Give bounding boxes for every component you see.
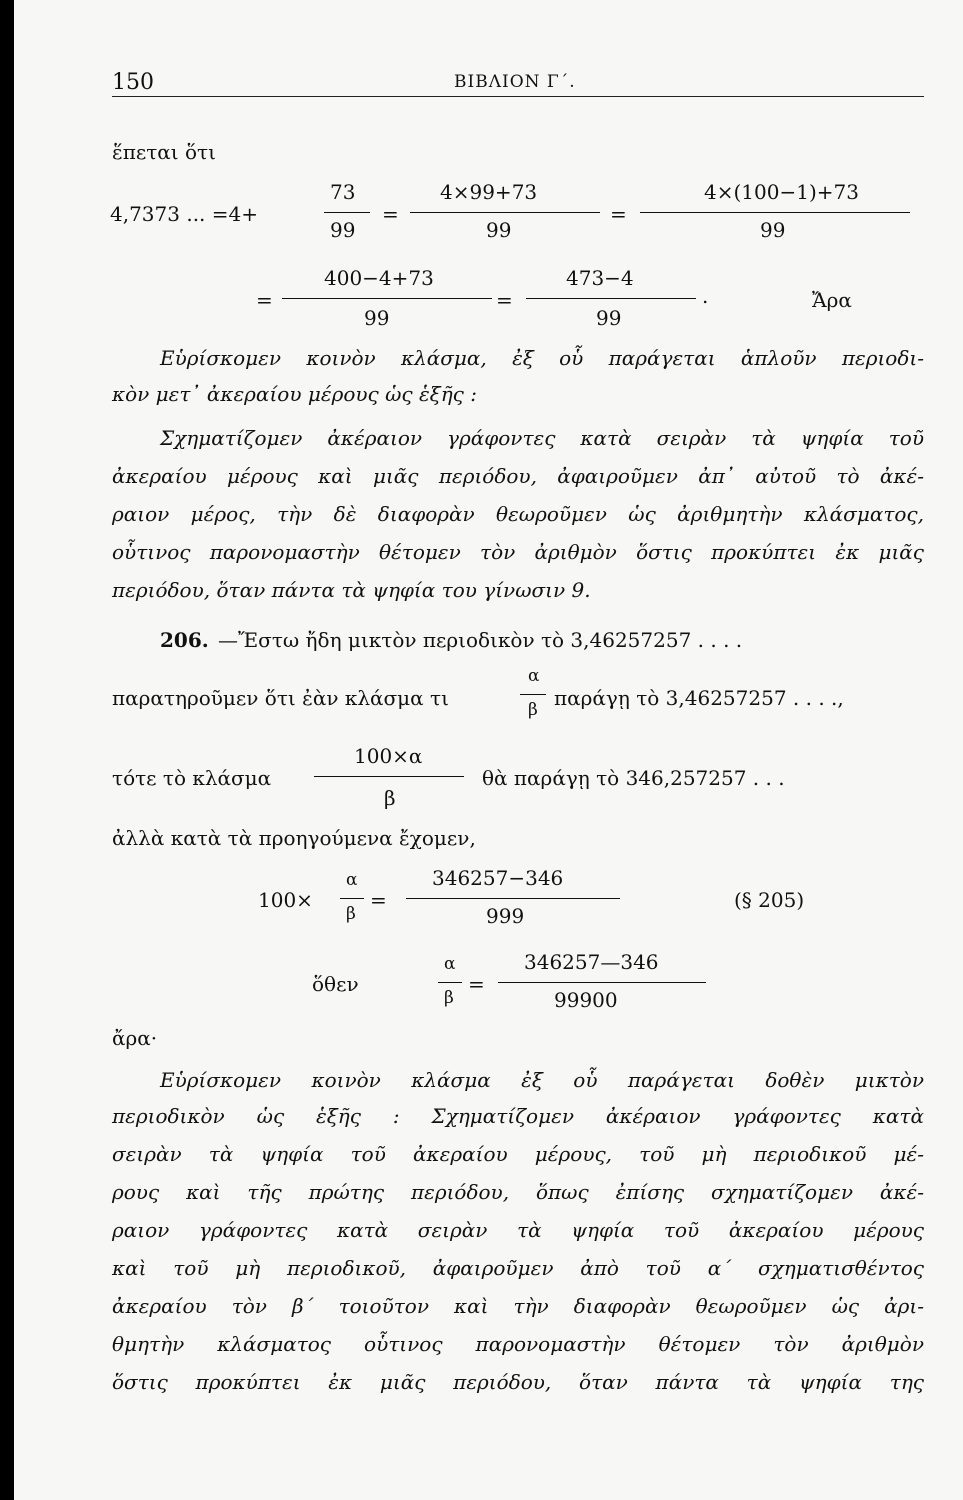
eq4-den: 99900 <box>554 988 618 1012</box>
eq3-equals: = <box>370 888 387 912</box>
eq1-frac3-bar <box>640 212 910 213</box>
eq4-beta: β <box>444 988 454 1008</box>
eq4-frac-bar <box>498 982 706 983</box>
ara-label: ἄρα· <box>112 1026 158 1050</box>
book-page <box>14 0 963 1500</box>
sec206-f100-den: β <box>384 786 396 810</box>
sec206-line3-b: θὰ παράγῃ τὸ 346,257257 . . . <box>482 766 785 790</box>
eq1-frac2-den: 99 <box>486 218 512 242</box>
eq2-frac2-num: 473−4 <box>566 266 634 290</box>
sec206-line4: ἀλλὰ κατὰ τὰ προηγούμενα ἔχομεν, <box>112 826 476 850</box>
eq2-period: . <box>702 284 709 308</box>
rule2-line: σειρὰν τὰ ψηφία τοῦ ἀκεραίου μέρους, τοῦ μὴ περιοδικοῦ μέ- <box>112 1142 924 1166</box>
rule1-line: Εὑρίσκομεν κοινὸν κλάσμα, ἐξ οὗ παράγεται ἁπλοῦν περιοδι- <box>160 346 924 370</box>
eq2-ara: Ἄρα <box>812 288 852 312</box>
sec206-f100-bar <box>314 776 464 777</box>
eq1-frac1-den: 99 <box>330 218 356 242</box>
eq2-eq-b: = <box>496 288 513 312</box>
sec206-frac-alpha: α <box>528 666 540 686</box>
eq4-alpha: α <box>444 954 456 974</box>
rule2-line: ραιον γράφοντες κατὰ σειρὰν τὰ ψηφία τοῦ ἀκεραίου μέρους <box>112 1218 924 1242</box>
eq4-frac-ab-bar <box>438 982 462 983</box>
eq4-num: 346257—346 <box>524 950 659 974</box>
eq2-frac2-bar <box>526 298 696 299</box>
eq3-lhs: 100× <box>258 888 313 912</box>
eq1-frac3-num: 4×(100−1)+73 <box>704 180 859 204</box>
rule2-line: ὅστις προκύπτει ἐκ μιᾶς περιόδου, ὅταν πάντα τὰ ψηφία της <box>112 1370 924 1394</box>
rule1-line: οὗτινος παρονομαστὴν θέτομεν τὸν ἀριθμὸν ὅστις προκύπτει ἐκ μιᾶς <box>112 540 924 564</box>
intro-text: ἕπεται ὅτι <box>112 140 216 164</box>
eq2-frac1-num: 400−4+73 <box>324 266 434 290</box>
eq2-eq-a: = <box>256 288 273 312</box>
eq2-frac2-den: 99 <box>596 306 622 330</box>
sec206-f100-num: 100×α <box>354 744 423 768</box>
page-number: 150 <box>112 70 154 95</box>
sec206-frac-beta: β <box>528 700 538 720</box>
rule1-line: Σχηματίζομεν ἀκέραιον γράφοντες κατὰ σειρὰν τὰ ψηφία τοῦ <box>160 426 924 450</box>
eq1-frac2-num: 4×99+73 <box>440 180 538 204</box>
running-title: ΒΙΒΛΙΟΝ Γ΄. <box>454 72 576 92</box>
eq2-frac1-bar <box>282 298 492 299</box>
section-206-number: 206. <box>160 628 209 652</box>
rule1-line: ἀκεραίου μέρους καὶ μιᾶς περιόδου, ἀφαιροῦμεν ἀπ᾽ αὐτοῦ τὸ ἀκέ- <box>112 464 924 488</box>
rule2-line: ρους καὶ τῆς πρώτης περιόδου, ὅπως ἐπίσης σχηματίζομεν ἀκέ- <box>112 1180 924 1204</box>
eq3-ref: (§ 205) <box>734 888 805 912</box>
sec206-line2-b: παράγῃ τὸ 3,46257257 . . . ., <box>554 686 844 710</box>
rule1-line: ραιον μέρος, τὴν δὲ διαφορὰν θεωροῦμεν ὡς ἀριθμητὴν κλάσματος, <box>112 502 924 526</box>
eq1-frac2-bar <box>410 212 600 213</box>
eq3-num: 346257−346 <box>432 866 564 890</box>
eq1-eq-a: = <box>382 202 399 226</box>
eq4-othen: ὅθεν <box>312 972 359 996</box>
sec206-frac-bar <box>520 694 546 695</box>
eq1-eq-b: = <box>610 202 627 226</box>
rule2-line: θμητὴν κλάσματος οὗτινος παρονομαστὴν θέτομεν τὸν ἀριθμὸν <box>112 1332 924 1356</box>
eq1-frac1-bar <box>324 212 370 213</box>
eq3-frac-ab-bar <box>340 898 364 899</box>
eq3-beta: β <box>346 904 356 924</box>
rule2-line: περιοδικὸν ὡς ἑξῆς : Σχηματίζομεν ἀκέραιον γράφοντες κατὰ <box>112 1104 924 1128</box>
eq3-alpha: α <box>346 870 358 890</box>
eq4-equals: = <box>468 972 485 996</box>
sec206-line2-a: παρατηροῦμεν ὅτι ἐὰν κλάσμα τι <box>112 686 449 710</box>
eq3-frac-bar <box>406 898 620 899</box>
eq3-den: 999 <box>486 904 525 928</box>
eq1-frac3-den: 99 <box>760 218 786 242</box>
header-rule <box>112 96 924 97</box>
rule2-line: ἀκεραίου τὸν β΄ τοιοῦτον καὶ τὴν διαφορὰν θεωροῦμεν ὡς ἀρι- <box>112 1294 924 1318</box>
section-206-text: —Ἔστω ἤδη μικτὸν περιοδικὸν τὸ 3,46257257 . . . . <box>218 628 743 652</box>
eq1-lhs: 4,7373 ... =4+ <box>110 202 259 226</box>
eq2-frac1-den: 99 <box>364 306 390 330</box>
eq1-frac1-num: 73 <box>330 180 356 204</box>
rule2-line: καὶ τοῦ μὴ περιοδικοῦ, ἀφαιροῦμεν ἀπὸ τοῦ α΄ σχηματισθέντος <box>112 1256 924 1280</box>
rule1-line: κὸν μετ᾽ ἀκεραίου μέρους ὡς ἑξῆς : <box>112 382 477 406</box>
rule2-line: Εὑρίσκομεν κοινὸν κλάσμα ἐξ οὗ παράγεται δοθὲν μικτὸν <box>160 1068 924 1092</box>
sec206-line3-a: τότε τὸ κλάσμα <box>112 766 272 790</box>
rule1-line: περιόδου, ὅταν πάντα τὰ ψηφία του γίνωσιν 9. <box>112 578 591 602</box>
